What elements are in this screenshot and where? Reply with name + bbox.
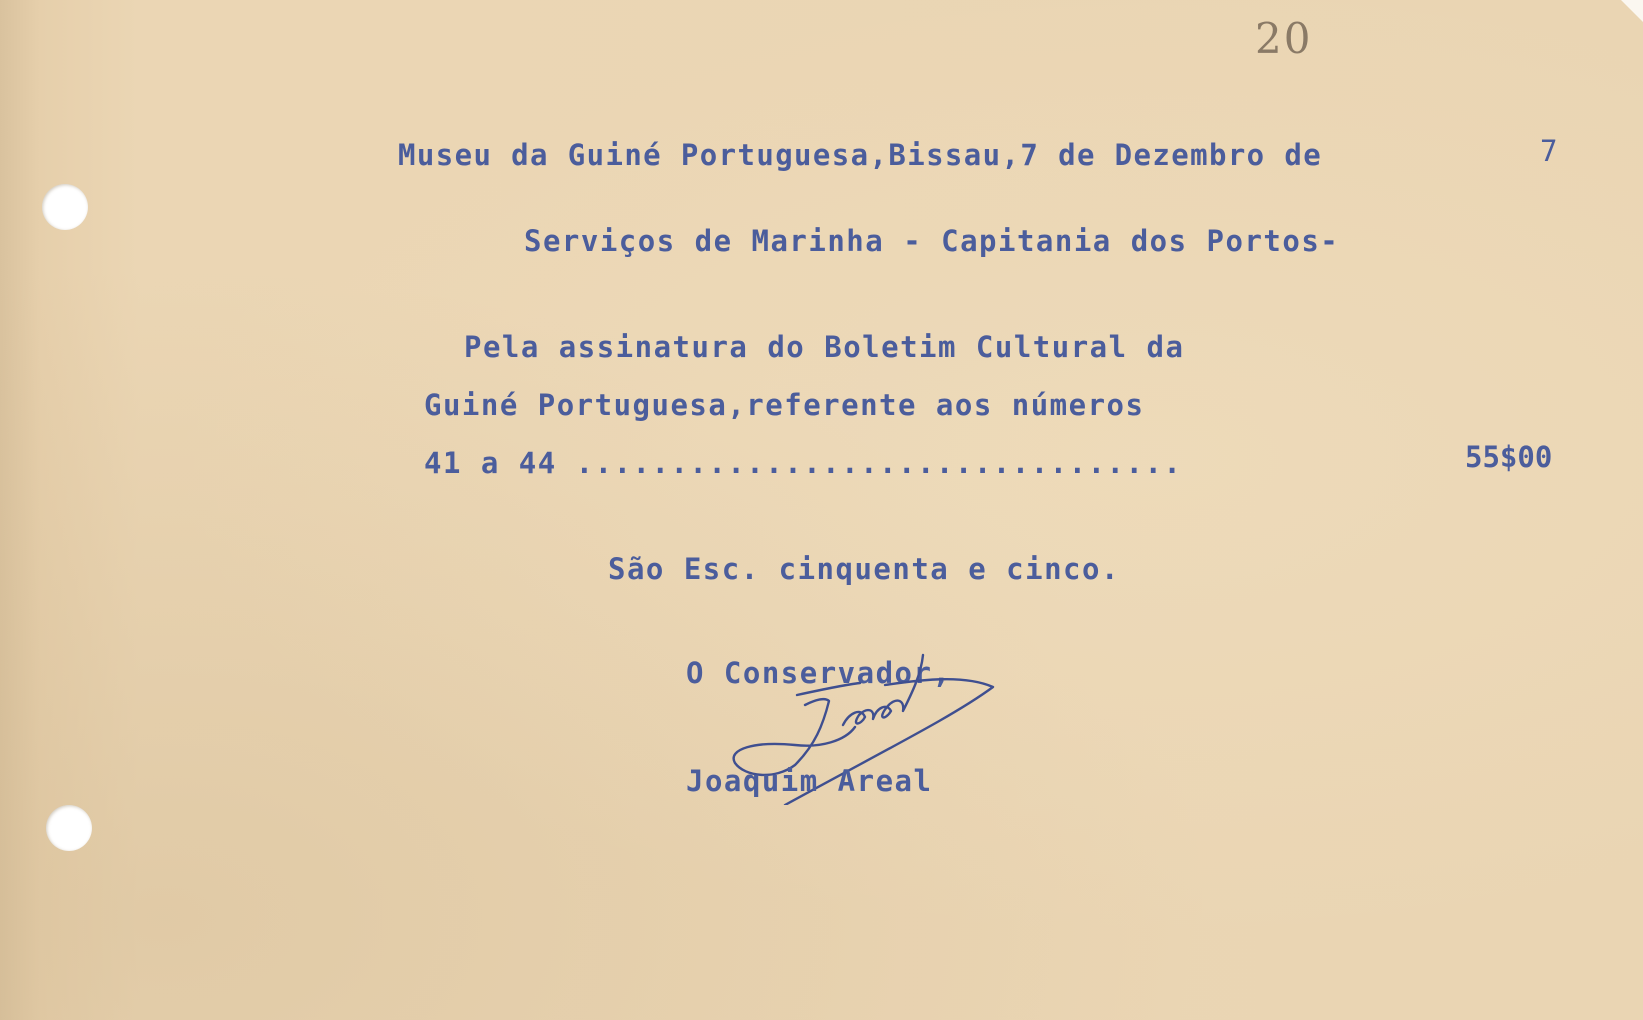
amount-value: 55$00 (1465, 440, 1553, 474)
amount-in-words: São Esc. cinquenta e cinco. (608, 552, 1120, 586)
year-fragment: 7 (1540, 134, 1559, 168)
signature-title: O Conservador, (686, 656, 952, 690)
punch-hole-bottom (46, 805, 92, 851)
body-line-3: 41 a 44 ................................ (424, 446, 1183, 480)
place-date-line: Museu da Guiné Portuguesa,Bissau,7 de Dezembro de (398, 138, 1323, 172)
page-number: 20 (1255, 14, 1313, 63)
body-line-1: Pela assinatura do Boletim Cultural da (464, 330, 1185, 364)
page-corner (1621, 0, 1643, 22)
recipient-line: Serviços de Marinha - Capitania dos Portos- (524, 224, 1340, 258)
punch-hole-top (42, 184, 88, 230)
signatory-name: Joaquim Areal (686, 764, 933, 798)
body-line-2: Guiné Portuguesa,referente aos números (424, 388, 1145, 422)
